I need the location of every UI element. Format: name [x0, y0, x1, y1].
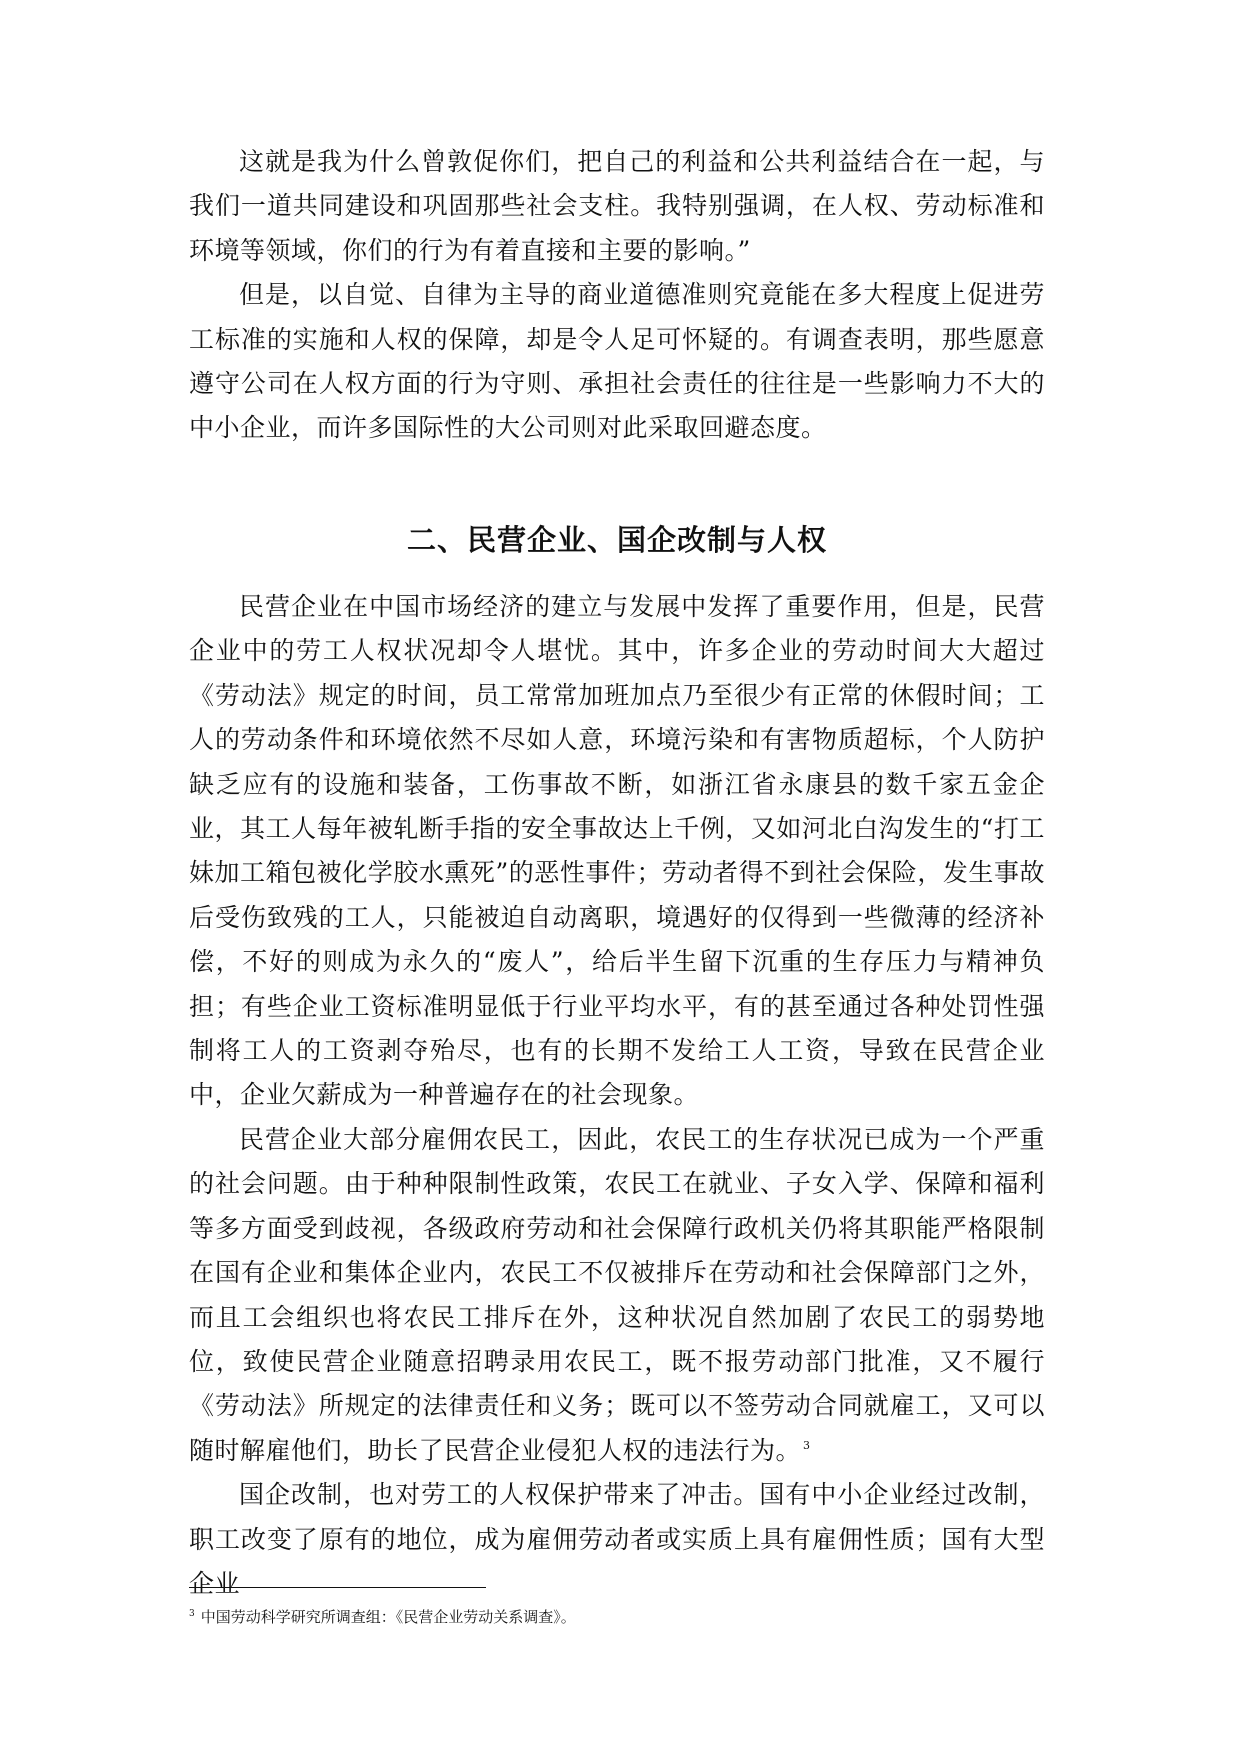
footnote-text: 中国劳动科学研究所调查组：《民营企业劳动关系调查》。 [200, 1608, 576, 1626]
paragraph: 国企改制，也对劳工的人权保护带来了冲击。国有中小企业经过改制，职工改变了原有的地位，成为雇佣劳动者或实质上具有雇佣性质；国有大型企业 [189, 1480, 1045, 1598]
footnote [189, 1606, 1045, 1628]
footnote-reference[interactable]: 3 [803, 1439, 811, 1453]
paragraph-text: 民营企业大部分雇佣农民工，因此，农民工的生存状况已成为一个严重的社会问题。由于种种限制性政策，农民工在就业、子女入学、保障和福利等多方面受到歧视，各级政府劳动和社会保障行政机关仍将其职能严格限制在国有企业和集体企业内，农民工不仅被排斥在劳动和社会保障部门之外，而且工会组织也将农民工排斥在外，这种状况自然加剧了农民工的弱势地位，致使民营企业随意招聘录用农民工，既不报劳动部门批准，又不履行《劳动法》所规定的法律责任和义务；既可以不签劳动合同就雇工，又可以随时解雇他们，助长了民营企业侵犯人权的违法行为。 [189, 1124, 1045, 1465]
paragraph: 这就是我为什么曾敦促你们，把自己的利益和公共利益结合在一起，与我们一道共同建设和巩固那些社会支柱。我特别强调，在人权、劳动标准和环境等领域，你们的行为有着直接和主要的影响。” [189, 147, 1045, 265]
footnote-mark: 3 [189, 1609, 195, 1619]
paragraph: 民营企业在中国市场经济的建立与发展中发挥了重要作用，但是，民营企业中的劳工人权状况却令人堪忧。其中，许多企业的劳动时间大大超过《劳动法》规定的时间，员工常常加班加点乃至很少有正常的休假时间；工人的劳动条件和环境依然不尽如人意，环境污染和有害物质超标，个人防护缺乏应有的设施和装备，工伤事故不断，如浙江省永康县的数千家五金企业，其工人每年被轧断手指的安全事故达上千例，又如河北白沟发生的“打工妹加工箱包被化学胶水熏死”的恶性事件；劳动者得不到社会保险，发生事故后受伤致残的工人，只能被迫自动离职，境遇好的仅得到一些微薄的经济补偿，不好的则成为永久的“废人”，给后半生留下沉重的生存压力与精神负担；有些企业工资标准明显低于行业平均水平，有的甚至通过各种处罚性强制将工人的工资剥夺殆尽，也有的长期不发给工人工资，导致在民营企业中，企业欠薪成为一种普遍存在的社会现象。 [189, 592, 1045, 1110]
top-text-block [189, 140, 1045, 451]
paragraph [189, 1118, 1045, 1473]
footnote-separator [189, 1587, 486, 1588]
section-text-block [189, 585, 1045, 1606]
section-heading: 二、民营企业、国企改制与人权 [406, 523, 827, 557]
paragraph: 但是，以自觉、自律为主导的商业道德准则究竟能在多大程度上促进劳工标准的实施和人权的保障，却是令人足可怀疑的。有调查表明，那些愿意遵守公司在人权方面的行为守则、承担社会责任的往往是一些影响力不大的中小企业，而许多国际性的大公司则对此采取回避态度。 [189, 280, 1045, 443]
